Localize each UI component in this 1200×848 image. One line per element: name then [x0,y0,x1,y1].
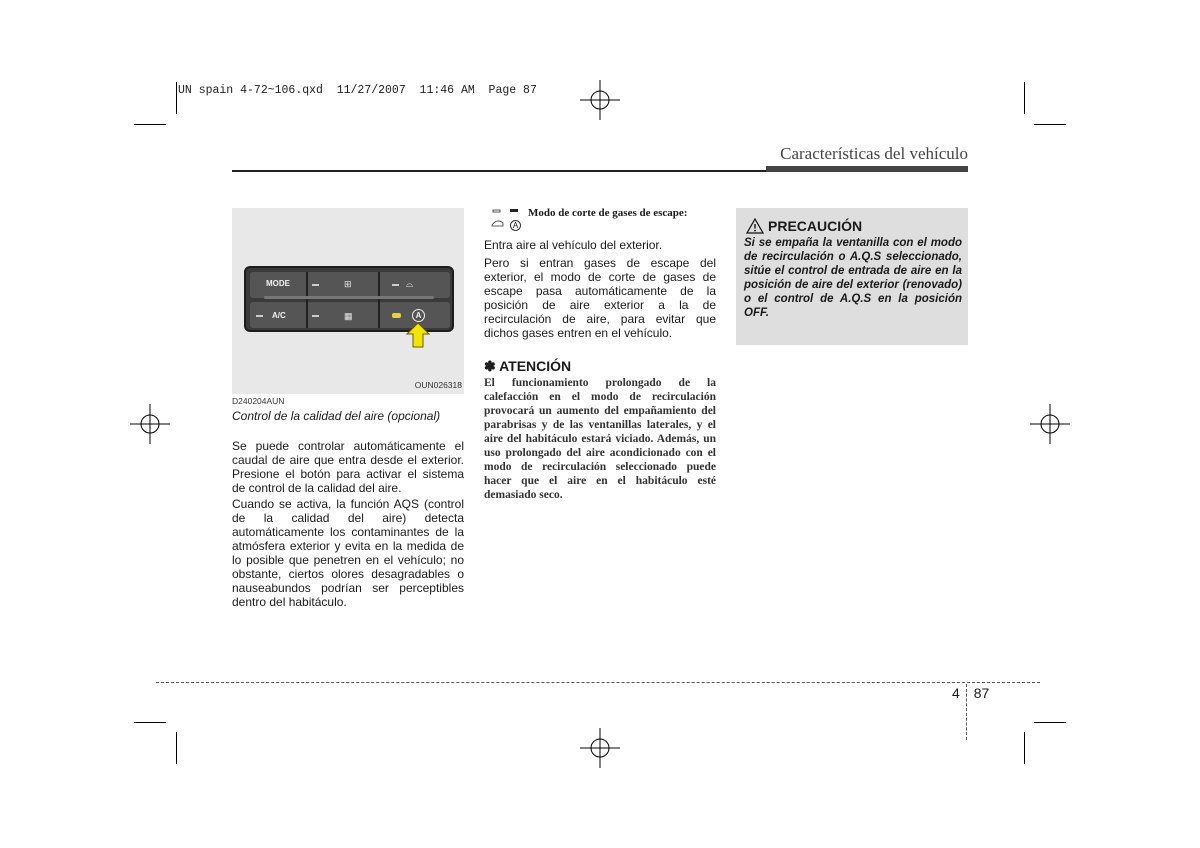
header-rule [232,170,766,172]
aqs-symbol-icon: A [510,220,521,231]
registration-mark-icon [580,728,620,768]
paragraph: Entra aire al vehículo del exterior. [484,238,663,252]
climate-panel-figure [232,208,464,394]
crop-mark [1024,732,1025,764]
section-number: 4 [952,685,960,701]
recirculation-icon: ⌓ [406,279,414,289]
exhaust-cut-mode-icon [490,208,526,232]
indicator-led [312,284,319,286]
paragraph: Pero si entran gases de escape del exterior, el modo de corte de gases de escape pasa automáticamente de la posición de aire exterior a la de recirculación de aire, para evitar que dichos gases entren en el vehículo. [484,256,716,340]
registration-mark-icon [130,404,170,444]
paragraph: Se puede controlar automáticamente el caudal de aire que entra desde el exterior. Presione el botón para activar el sistema de control de la calidad del aire. [232,439,464,495]
footer-rule [156,682,1040,683]
registration-mark-icon [580,80,620,120]
crop-mark [1024,82,1025,114]
caution-heading: PRECAUCIÓN [768,218,863,234]
panel-ridge [264,296,434,299]
mode-title: Modo de corte de gases de escape: [528,207,688,219]
crop-mark [176,732,177,764]
notice-body: El funcionamiento prolongado de la calefacción en el modo de recirculación provocará un aumento del empañamiento del parabrisas y de las ventanillas laterales, y el aire del habitáculo estará viciado. Además, un uso prolongado del aire acondicionado con el modo de recirculación seleccionado puede hacer que el aire en el habitáculo esté demasiado seco. [484,377,716,501]
crop-mark [134,722,166,723]
caution-box [736,208,968,345]
indicator-led [256,315,263,317]
mode-button-label: MODE [266,279,290,288]
reference-code: D240204AUN [232,396,285,406]
body-text [484,238,716,344]
notice-heading: ✽ ATENCIÓN [484,358,572,374]
crop-mark [134,124,166,125]
warning-triangle-icon [746,218,764,234]
crop-mark [1034,722,1066,723]
paragraph: Cuando se activa, la función AQS (control de la calidad del aire) detecta automáticamente los contaminantes de la atmósfera exterior y evita en la medida de lo posible que penetren en el vehículo; no obstante, ciertos olores desagradables o nauseabundos podrían ser perceptibles dentro del habitáculo. [232,497,464,609]
section-title: Características del vehículo [780,144,968,163]
ac-button-label: A/C [272,311,286,320]
registration-mark-icon [1030,404,1070,444]
indicator-led [312,315,319,317]
header-rule-accent [766,166,968,172]
pointer-arrow-icon [406,322,430,348]
defrost-icon: ⊞ [344,279,352,289]
panel-separator [306,272,308,328]
crop-mark [1034,124,1066,125]
rear-defrost-icon: ▦ [344,311,353,321]
figure-code: OUN026318 [414,380,462,390]
page-number [952,685,989,701]
aqs-indicator-led [392,313,401,318]
body-text [232,439,464,611]
indicator-led [392,284,399,286]
file-slug: UN spain 4-72~106.qxd 11/27/2007 11:46 AM Page 87 [178,84,537,97]
subsection-title: Control de la calidad del aire (opcional) [232,409,441,423]
crop-mark [176,82,177,114]
page-number-value: 87 [973,685,990,701]
panel-separator [378,272,380,328]
aqs-button-icon: A [412,309,425,322]
caution-body: Si se empaña la ventanilla con el modo de recirculación o A.Q.S seleccionado, sitúe el control de entrada de aire en la posición de aire del exterior (renovado) o el control de A.Q.S en la posición OFF. [744,237,962,319]
